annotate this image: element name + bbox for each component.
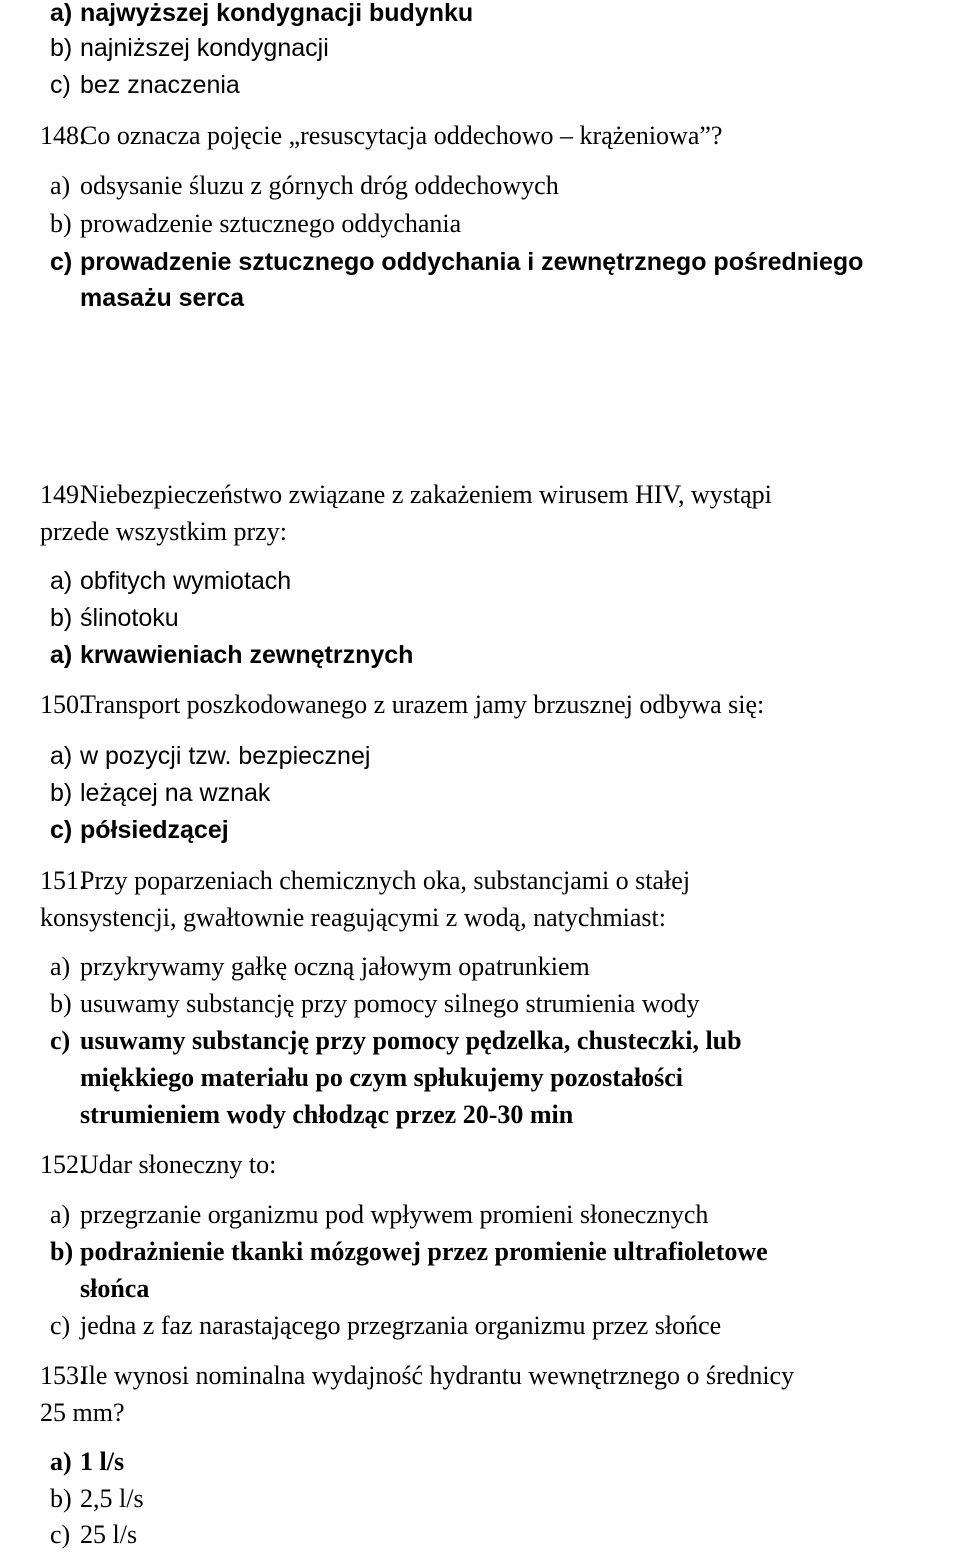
answer-text: odsysanie śluzu z górnych dróg oddechowych xyxy=(80,171,559,200)
question-prompt: 151.Przy poparzeniach chemicznych oka, substancjami o stałej xyxy=(40,866,691,895)
answer-text: przykrywamy gałkę oczną jałowym opatrunkiem xyxy=(80,952,590,981)
question-prompt-continuation: przede wszystkim przy: xyxy=(40,517,287,546)
answer-c: c) prowadzenie sztucznego oddychania i zewnętrznego pośredniego xyxy=(50,248,864,276)
question-number: 149. xyxy=(40,480,86,509)
answer-a: a) przykrywamy gałkę oczną jałowym opatrunkiem xyxy=(50,952,590,981)
answer-text: prowadzenie sztucznego oddychania xyxy=(80,209,462,238)
answer-a: a) odsysanie śluzu z górnych dróg oddechowych xyxy=(50,171,559,200)
answer-text: obfitych wymiotach xyxy=(80,567,292,595)
answer-text: przegrzanie organizmu pod wpływem promieni słonecznych xyxy=(80,1200,709,1229)
answer-b: b) usuwamy substancję przy pomocy silnego strumienia wody xyxy=(50,989,700,1018)
answer-text: 1 l/s xyxy=(80,1447,125,1476)
answer-text: najniższej kondygnacji xyxy=(80,34,329,62)
answer-a: a) 1 l/s xyxy=(50,1447,125,1476)
question-prompt: 148.Co oznacza pojęcie „resuscytacja oddechowo – krążeniowa”? xyxy=(40,121,723,150)
question-number: 152. xyxy=(40,1150,86,1179)
answer-text: prowadzenie sztucznego oddychania i zewnętrznego pośredniego xyxy=(80,248,864,276)
question-prompt-continuation: konsystencji, gwałtownie reagującymi z wodą, natychmiast: xyxy=(40,903,666,932)
answer-text: w pozycji tzw. bezpiecznej xyxy=(80,742,371,770)
answer-b: b) prowadzenie sztucznego oddychania xyxy=(50,209,462,238)
answer-text: bez znaczenia xyxy=(80,71,240,99)
answer-c-continuation-2: strumieniem wody chłodząc przez 20-30 min xyxy=(80,1100,574,1129)
answer-c: c) bez znaczenia xyxy=(50,71,240,99)
question-prompt: 150.Transport poszkodowanego z urazem jamy brzusznej odbywa się: xyxy=(40,690,765,719)
answer-c: c) usuwamy substancję przy pomocy pędzelka, chusteczki, lub xyxy=(50,1026,742,1055)
answer-b: b) najniższej kondygnacji xyxy=(50,34,329,62)
answer-text: półsiedzącej xyxy=(80,816,229,844)
answer-text: najwyższej kondygnacji budynku xyxy=(80,0,474,27)
answer-c: a) krwawieniach zewnętrznych xyxy=(50,641,414,669)
answer-c-continuation: miękkiego materiału po czym spłukujemy pozostałości xyxy=(80,1063,684,1092)
question-number: 148. xyxy=(40,121,86,150)
answer-a: a) obfitych wymiotach xyxy=(50,567,292,595)
answer-c: c) jedna z faz narastającego przegrzania organizmu przez słońce xyxy=(50,1311,722,1340)
answer-b: b) 2,5 l/s xyxy=(50,1484,144,1513)
answer-text: podrażnienie tkanki mózgowej przez promienie ultrafioletowe xyxy=(80,1237,768,1266)
answer-text: ślinotoku xyxy=(80,604,179,632)
answer-text: 2,5 l/s xyxy=(80,1484,144,1513)
question-number: 153. xyxy=(40,1361,86,1390)
answer-text: 25 l/s xyxy=(80,1520,138,1549)
answer-c: c) 25 l/s xyxy=(50,1520,138,1549)
answer-a: a) przegrzanie organizmu pod wpływem promieni słonecznych xyxy=(50,1200,709,1229)
answer-text: usuwamy substancję przy pomocy pędzelka, chusteczki, lub xyxy=(80,1026,742,1055)
answer-text: usuwamy substancję przy pomocy silnego strumienia wody xyxy=(80,989,700,1018)
answer-text: krwawieniach zewnętrznych xyxy=(80,641,414,669)
question-prompt: 153.Ile wynosi nominalna wydajność hydrantu wewnętrznego o średnicy xyxy=(40,1361,795,1390)
answer-b: b) ślinotoku xyxy=(50,604,179,632)
question-prompt: 149.Niebezpieczeństwo związane z zakażeniem wirusem HIV, wystąpi xyxy=(40,480,772,509)
answer-b: b) podrażnienie tkanki mózgowej przez promienie ultrafioletowe xyxy=(50,1237,768,1266)
answer-b: b) leżącej na wznak xyxy=(50,779,271,807)
question-number: 150. xyxy=(40,690,86,719)
answer-text: jedna z faz narastającego przegrzania organizmu przez słońce xyxy=(80,1311,722,1340)
question-number: 151. xyxy=(40,866,86,895)
answer-c-continuation: masażu serca xyxy=(80,284,245,312)
answer-c: c) półsiedzącej xyxy=(50,816,229,844)
answer-text: leżącej na wznak xyxy=(80,779,271,807)
answer-a: a) najwyższej kondygnacji budynku xyxy=(50,0,474,27)
question-prompt-continuation: 25 mm? xyxy=(40,1398,125,1427)
question-prompt: 152.Udar słoneczny to: xyxy=(40,1150,277,1179)
answer-a: a) w pozycji tzw. bezpiecznej xyxy=(50,742,371,770)
answer-b-continuation: słońca xyxy=(80,1274,150,1303)
